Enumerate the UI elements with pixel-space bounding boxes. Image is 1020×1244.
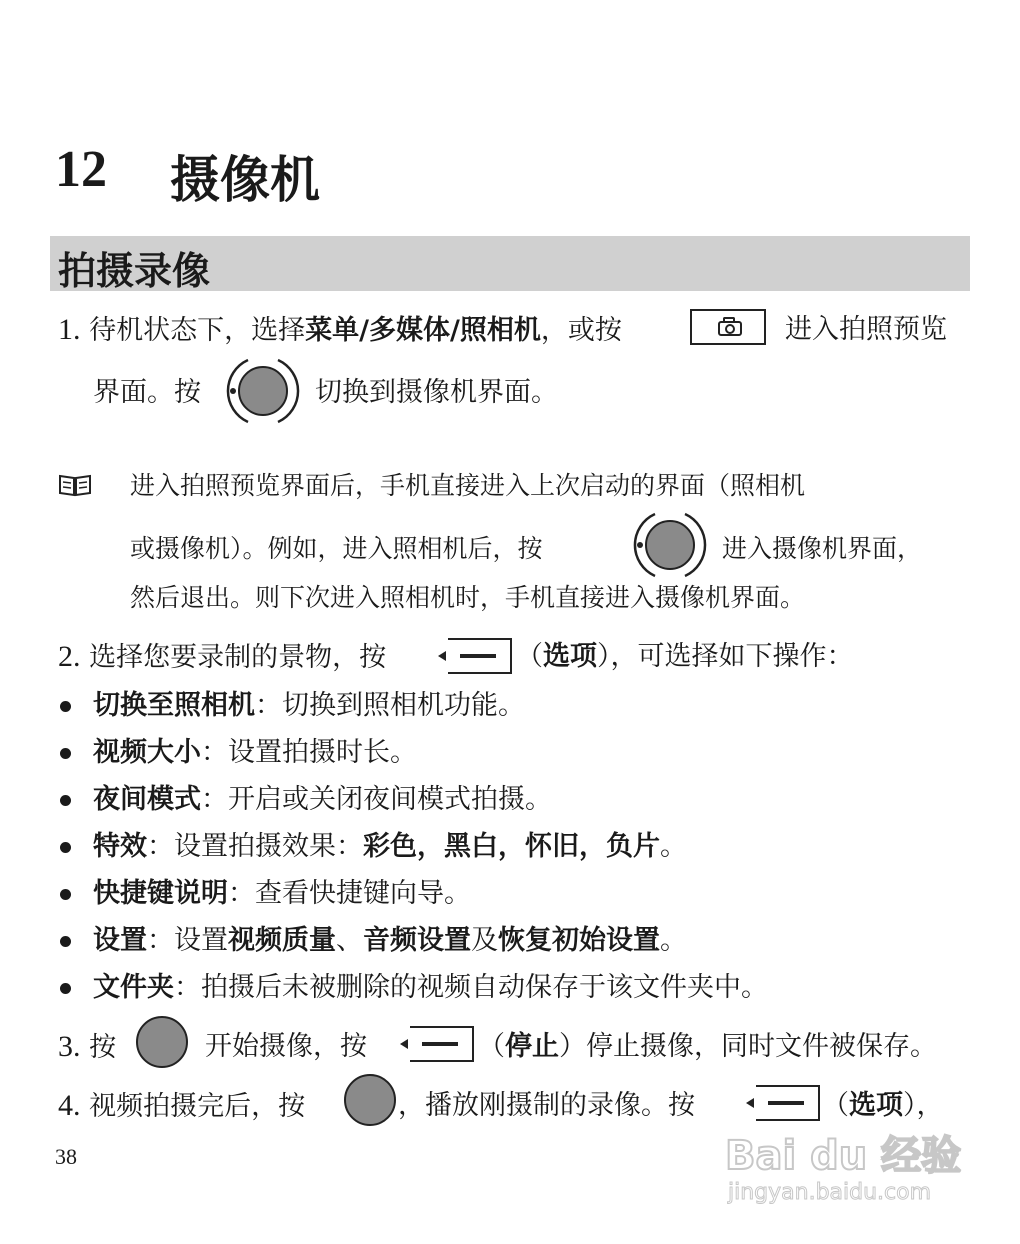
effect-negative: 负片 [606,831,660,862]
step4-tail [822,1089,944,1123]
bullet-term: 设置 [93,925,147,956]
bullet-term: 夜间模式 [93,784,201,815]
step1-menu-path: 菜单/多媒体/照相机 [305,315,541,346]
bullet-desc: 开启或关闭夜间模式拍摄。 [228,784,552,815]
step1-line1 [58,313,622,348]
list-item [93,736,417,770]
ok-key-icon [136,1016,188,1068]
step3-line [58,1030,116,1065]
step4-options: 选项 [849,1090,903,1121]
step1-text2: ，或按 [540,315,622,346]
step2-line [58,640,386,675]
step2-text1: 选择您要录制的景物，按 [89,642,387,673]
bullet-dot [60,842,71,853]
bullet-desc: 查看快捷键向导。 [255,878,471,909]
bullet-end: 。 [660,831,687,862]
step3-text2: 开始摄像，按 [205,1031,367,1062]
step1-text5: 切换到摄像机界面。 [315,377,558,408]
list-item [93,971,768,1005]
left-soft-key-icon [744,1085,820,1121]
step4-number: 4. [58,1089,81,1122]
effect-comma: ， [417,831,444,862]
note-line2a: 或摄像机）。例如，进入照相机后，按 [130,534,543,563]
bullet-sep: ： [147,925,174,956]
list-item [93,830,687,864]
bullet-term: 切换至照相机 [93,690,255,721]
step1-text4: 界面。按 [93,377,201,408]
setting-video-quality: 视频质量 [228,925,336,956]
bullet-dot [60,748,71,759]
step3-tail [478,1030,937,1064]
bullet-dot [60,889,71,900]
left-soft-key-icon [398,1026,474,1062]
navigation-key-icon [226,354,300,428]
chapter-number: 12 [55,141,107,198]
navigation-key-icon [633,508,707,582]
step3-paren-open: （ [478,1031,505,1062]
step3-number: 3. [58,1030,81,1063]
setting-audio: 音频设置 [363,925,471,956]
effect-comma: ， [579,831,606,862]
setting-restore: 恢复初始设置 [498,925,660,956]
bullet-dot [60,983,71,994]
watermark-logo: Bai du 经验 [725,1133,962,1179]
bullet-dot [60,936,71,947]
bullet-sep: ： [201,784,228,815]
step2-options: 选项 [543,641,597,672]
step1-text1: 待机状态下，选择 [89,315,306,346]
bullet-term: 快捷键说明 [93,878,228,909]
step2-paren-open: （ [516,641,543,672]
list-item [93,924,687,958]
list-item [93,689,525,723]
bullet-sep: ： [255,690,282,721]
bullet-desc: 设置拍摄效果： [174,831,363,862]
list-item [93,783,552,817]
book-icon [58,473,92,497]
camera-key-icon [690,309,766,345]
ok-key-icon [344,1074,396,1126]
step1-number: 1. [58,313,81,346]
bullet-term: 视频大小 [93,737,201,768]
bullet-desc: 设置 [174,925,228,956]
step4-text1: 视频拍摄完后，按 [89,1091,306,1122]
bullet-desc: 设置拍摄时长。 [228,737,417,768]
effect-comma: ， [498,831,525,862]
camera-lens [725,324,735,334]
section-title: 拍摄录像 [58,249,211,293]
step4-text3: ）， [903,1090,944,1121]
list-item [93,877,471,911]
bullet-term: 文件夹 [93,972,174,1003]
step1-text3: 进入拍照预览 [785,314,947,345]
note-line2b: 进入摄像机界面， [722,534,923,563]
step4-paren-open: （ [822,1090,849,1121]
bullet-term: 特效 [93,831,147,862]
step2-text2: ），可选择如下操作： [597,641,854,672]
page-number: 38 [55,1144,77,1169]
step3-text3: ）停止摄像，同时文件被保存。 [559,1031,937,1062]
bullet-sep: ： [174,972,201,1003]
bullet-end: 。 [660,925,687,956]
note-line3: 然后退出。则下次进入照相机时，手机直接进入摄像机界面。 [130,583,806,612]
effect-retro: 怀旧 [525,831,579,862]
step2-number: 2. [58,640,81,673]
bullet-desc: 切换到照相机功能。 [282,690,525,721]
bullet-sep: ： [147,831,174,862]
effect-color: 彩色 [363,831,417,862]
step3-stop: 停止 [505,1031,559,1062]
effect-bw: 黑白 [444,831,498,862]
setting-sep: 、 [336,925,363,956]
chapter-title: 摄像机 [170,151,320,209]
bullet-dot [60,701,71,712]
step4-line [58,1089,305,1124]
left-soft-key-icon [436,638,512,674]
step3-text1: 按 [89,1032,117,1063]
step4-text2: ，播放刚摄制的录像。按 [398,1090,695,1121]
bullet-dot [60,795,71,806]
bullet-sep: ： [201,737,228,768]
watermark-url: jingyan.baidu.com [728,1180,932,1205]
bullet-desc: 拍摄后未被删除的视频自动保存于该文件夹中。 [201,972,768,1003]
bullet-sep: ： [228,878,255,909]
note-line1: 进入拍照预览界面后，手机直接进入上次启动的界面（照相机 [130,471,806,500]
step2-tail [516,640,854,674]
setting-and: 及 [471,925,498,956]
